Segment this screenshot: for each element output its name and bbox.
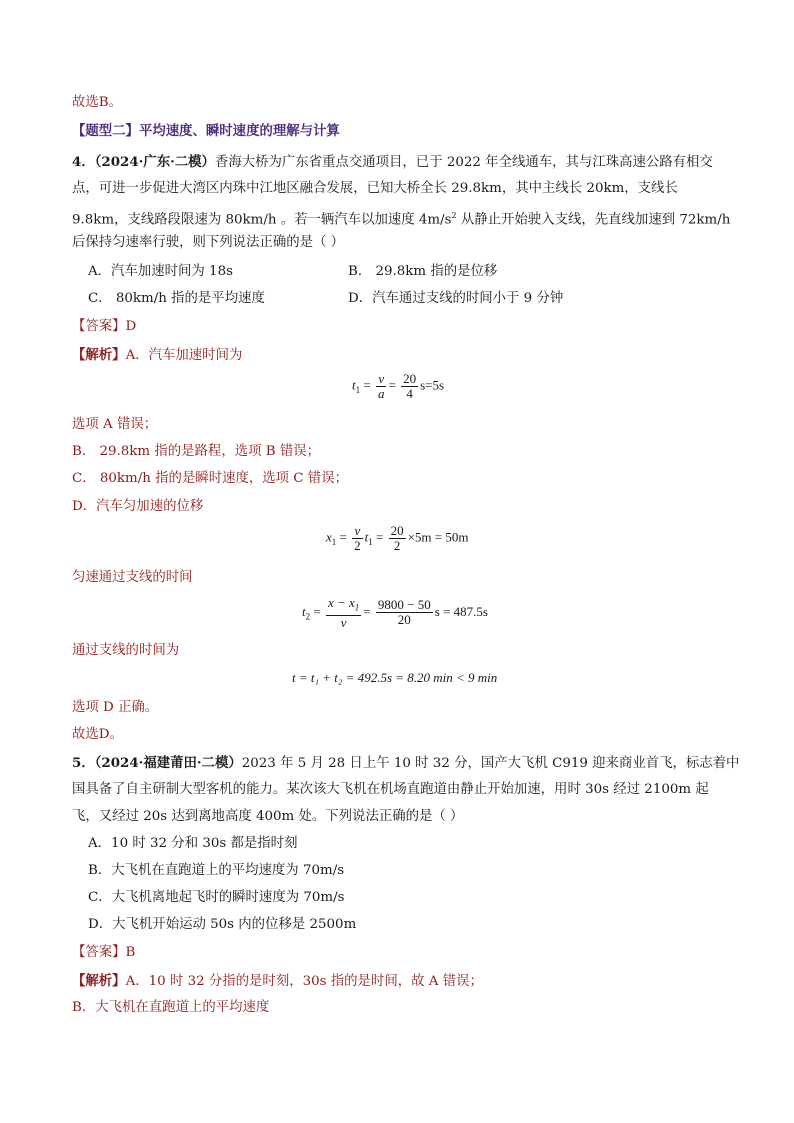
q4-option-a: A．汽车加速时间为 18s <box>88 264 233 279</box>
q4-total-time-intro: 通过支线的时间为 <box>72 643 180 658</box>
q5-stem-line-1: 5．（2024·福建莆田·二模）2023 年 5 月 28 日上午 10 时 32 分，国产大飞机 C919 迎来商业首飞，标志着中 <box>72 755 740 771</box>
q4-result-d: 选项 D 正确。 <box>72 700 159 715</box>
q4-analysis-a: 【解析】A．汽车加速时间为 <box>72 347 243 363</box>
q4-stem-line-1: 4．（2024·广东·二模）香海大桥为广东省重点交通项目，已于 2022 年全线通车，其与江珠高速公路有相交 <box>72 154 713 170</box>
q5-option-d: D．大飞机开始运动 50s 内的位移是 2500m <box>88 917 357 932</box>
equation-t1: $t_1$ = $\frac{v}{a}$ = $\frac{20}{4}$ s=5s <box>352 371 445 401</box>
q4-result-b: B． 29.8km 指的是路程，选项 B 错误； <box>72 444 321 459</box>
q4-option-b: B． 29.8km 指的是位移 <box>348 264 498 279</box>
q4-stem-line-3: 9.8km，支线路段限速为 80km/h 。若一辆汽车以加速度 $4m/s^2$ 从静止开始驶入支线，先直线加速到 72km/h <box>72 211 731 228</box>
q5-stem-line-2: 国具备了自主研制大型客机的能力。某次该大飞机在机场直跑道由静止开始加速，用时 30s 经过 2100m 起 <box>72 782 709 797</box>
q4-answer: 【答案】D <box>72 319 137 334</box>
q5-option-c: C．大飞机离地起飞时的瞬时速度为 70m/s <box>88 890 345 905</box>
q4-stem-line-4: 后保持匀速率行驶，则下列说法正确的是（ ） <box>72 235 345 250</box>
equation-total-time: t = t₁ + t₂ = 492.5s = 8.20 min < 9 min <box>292 670 498 685</box>
q4-result-a: 选项 A 错误； <box>72 417 158 432</box>
q5-option-a: A．10 时 32 分和 30s 都是指时刻 <box>88 836 298 851</box>
q4-conclusion: 故选D。 <box>72 727 123 742</box>
q4-option-c: C． 80km/h 指的是平均速度 <box>88 291 265 306</box>
equation-x1: $x_1$ = $\frac{v}{2}$ $t_1$ = $\frac{20}{2}$ ×5m = 50m <box>326 523 469 553</box>
section-heading: 【题型二】平均速度、瞬时速度的理解与计算 <box>72 123 340 139</box>
q4-options-row-2 <box>88 290 564 308</box>
q5-analysis-a: 【解析】A．10 时 32 分指的是时刻，30s 指的是时间，故 A 错误； <box>72 973 483 989</box>
q5-stem-line-3: 飞，又经过 20s 达到离地高度 400m 处。下列说法正确的是（ ） <box>72 809 464 824</box>
q4-uniform-time-intro: 匀速通过支线的时间 <box>72 570 193 585</box>
q4-result-c: C． 80km/h 指的是瞬时速度，选项 C 错误； <box>72 471 348 486</box>
q5-option-b: B．大飞机在直跑道上的平均速度为 70m/s <box>88 863 345 878</box>
q5-analysis-b: B．大飞机在直跑道上的平均速度 <box>72 1000 270 1015</box>
q4-options-row-1 <box>88 263 498 281</box>
q4-stem-line-2: 点，可进一步促进大湾区内珠中江地区融合发展，已知大桥全长 29.8km，其中主线长 20km，支线长 <box>72 181 678 196</box>
q4-result-d-intro: D．汽车匀加速的位移 <box>72 499 204 514</box>
equation-t2: $t_2$ = $\frac{x - x_1}{v}$ = $\frac{9800 - 50}{20}$ s = 487.5s <box>302 595 488 630</box>
line-conclusion: 故选B。 <box>72 95 123 110</box>
q5-answer: 【答案】B <box>72 945 136 960</box>
q4-option-d: D．汽车通过支线的时间小于 9 分钟 <box>348 291 564 306</box>
